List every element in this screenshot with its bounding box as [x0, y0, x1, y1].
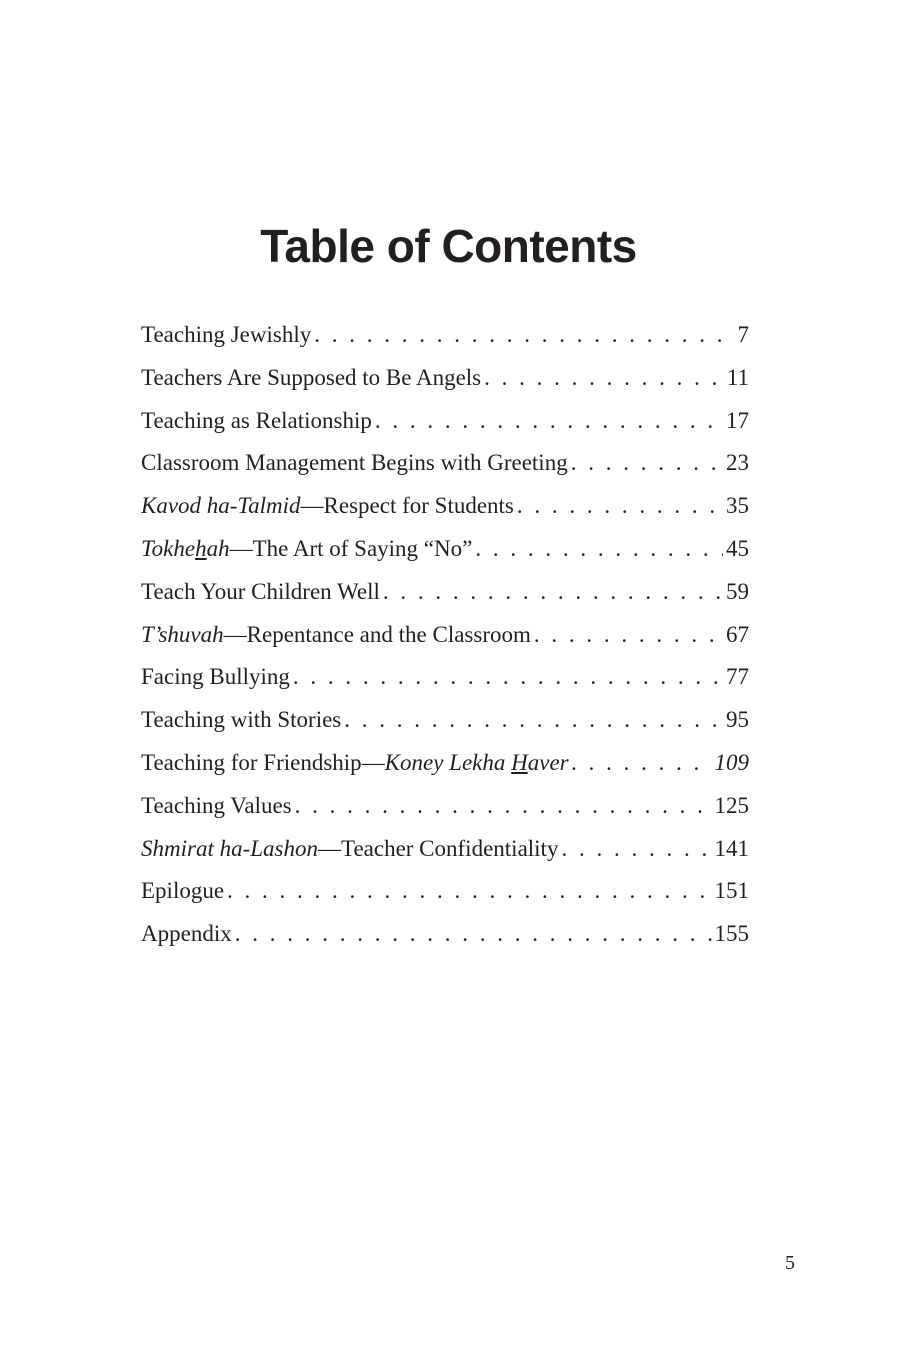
- dot-leader: [572, 742, 712, 785]
- toc-page-number: 59: [726, 578, 749, 604]
- toc-page-number: 95: [726, 707, 749, 733]
- toc-page-number: 109: [714, 749, 749, 775]
- toc-entry-title-hebrew: Shmirat ha-Lashon: [141, 835, 318, 861]
- toc-page-number: 67: [726, 621, 749, 647]
- toc-entry-title: Teaching Jewishly: [141, 322, 312, 347]
- dot-leader: [375, 400, 723, 443]
- toc-entry[interactable]: [141, 614, 749, 657]
- dot-leader: [227, 870, 711, 913]
- toc-entry-title-hebrew: T’shuvah: [141, 621, 224, 647]
- toc-page-number: 151: [714, 878, 749, 904]
- toc-entry-title: Teachers Are Supposed to Be Angels: [141, 364, 482, 390]
- dot-leader: [344, 699, 723, 742]
- hebrew-part: Koney Lekha: [384, 749, 512, 775]
- dot-leader: [295, 785, 712, 828]
- toc-page-number: 77: [726, 664, 749, 690]
- toc-entry[interactable]: [141, 870, 749, 913]
- toc-entry-title-hebrew: Kavod ha-Talmid: [141, 493, 301, 519]
- toc-entry-title: Teaching Values: [141, 792, 292, 818]
- toc-entry[interactable]: [141, 571, 749, 614]
- underlined-letter: h: [195, 535, 207, 561]
- underlined-letter: H: [511, 749, 528, 775]
- toc-entry[interactable]: [141, 400, 749, 443]
- dot-leader: [571, 442, 723, 485]
- toc-entry-title: Teaching with Stories: [141, 707, 342, 733]
- toc-entry-title-english: —The Art of Saying “No”: [229, 535, 473, 561]
- toc-entry-title-english: —Respect for Students: [300, 493, 514, 519]
- toc-entry[interactable]: [141, 485, 749, 528]
- toc-page-number: 45: [726, 535, 749, 561]
- toc-entry[interactable]: [141, 314, 749, 357]
- toc-entry-title: Epilogue: [141, 878, 225, 904]
- toc-entry-title-hebrew: [141, 536, 230, 561]
- toc-page-number: 11: [726, 364, 749, 390]
- dot-leader: [475, 528, 723, 571]
- dot-leader: [383, 571, 723, 614]
- toc-page-number: 23: [726, 450, 749, 476]
- toc-entry-title: [141, 614, 531, 657]
- toc-entry-title: [141, 828, 558, 871]
- dot-leader: [561, 828, 711, 871]
- toc-entry-title: Appendix: [141, 921, 232, 947]
- toc-entry[interactable]: [141, 357, 749, 400]
- toc-page-number: 7: [737, 322, 749, 347]
- dot-leader: [235, 913, 712, 956]
- dot-leader: [517, 485, 723, 528]
- toc-entry-title-english: —Repentance and the Classroom: [223, 621, 531, 647]
- toc-entry-title-english: —Teacher Confidentiality: [318, 835, 559, 861]
- toc-page-number: 17: [726, 407, 749, 433]
- toc-entry[interactable]: [141, 528, 749, 571]
- toc-entry[interactable]: [141, 699, 749, 742]
- toc-entry-title: Facing Bullying: [141, 664, 290, 690]
- toc-entry-title: [141, 528, 472, 571]
- toc-page-number: 35: [726, 493, 749, 519]
- page-title: Table of Contents: [260, 220, 637, 272]
- page-number: 5: [785, 1252, 795, 1274]
- toc-page-number: 141: [714, 835, 749, 861]
- toc-entry[interactable]: [141, 742, 749, 785]
- toc-entry[interactable]: [141, 442, 749, 485]
- toc-entry[interactable]: [141, 656, 749, 699]
- toc-entry-title: [141, 485, 514, 528]
- toc-entry[interactable]: [141, 828, 749, 871]
- toc-entry-title: Teach Your Children Well: [141, 578, 380, 604]
- dot-leader: [484, 357, 724, 400]
- hebrew-part: Tokhe: [141, 535, 196, 561]
- hebrew-part: ah: [206, 535, 230, 561]
- dot-leader: [314, 314, 734, 357]
- toc-page-number: 155: [714, 921, 749, 947]
- toc-entry[interactable]: [141, 785, 749, 828]
- table-of-contents: [141, 314, 749, 956]
- toc-entry-title: Teaching as Relationship: [141, 407, 372, 433]
- hebrew-part: aver: [527, 749, 569, 775]
- toc-entry-title: [141, 742, 569, 785]
- toc-entry-title-english: Teaching for Friendship—: [141, 749, 385, 775]
- toc-entry[interactable]: [141, 913, 749, 956]
- toc-page-number: 125: [714, 792, 749, 818]
- dot-leader: [534, 614, 723, 657]
- toc-entry-title: Classroom Management Begins with Greeting: [141, 450, 568, 476]
- dot-leader: [293, 656, 723, 699]
- toc-entry-title-hebrew: [385, 750, 569, 775]
